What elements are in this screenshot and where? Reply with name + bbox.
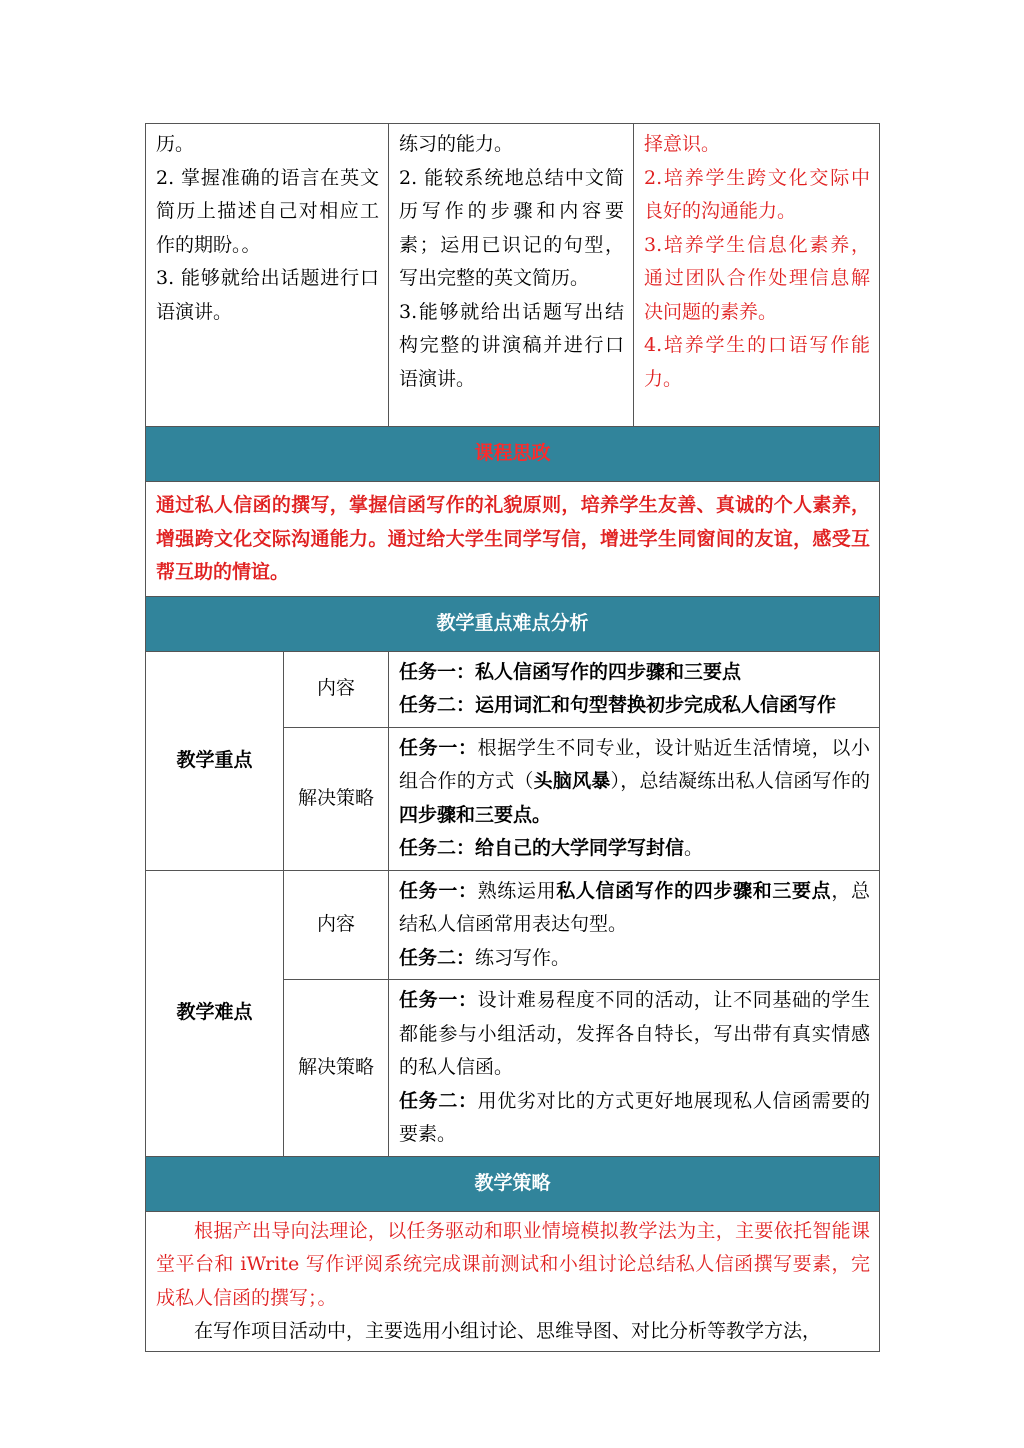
key-content-task-2: 任务二：运用词汇和句型替换初步完成私人信函写作 (399, 694, 837, 716)
strategy-header-row (146, 1156, 880, 1211)
key-strategy-task-1: 任务一：根据学生不同专业，设计贴近生活情境，以小组合作的方式（头脑风暴），总结凝练出私人信函写作的四步骤和三要点。 (399, 736, 870, 826)
knowledge-line-1: 历。 (156, 133, 195, 155)
key-content-row (146, 651, 880, 727)
strategy-paragraph-1: 根据产出导向法理论，以任务驱动和职业情境模拟教学法为主，主要依托智能课堂平台和 iWrite 写作评阅系统完成课前测试和小组讨论总结私人信函撰写要素，完成私人信函的撰写；。 (156, 1219, 871, 1309)
difficulty-label: 教学难点 (146, 870, 284, 1156)
objectives-row (146, 124, 880, 427)
key-strategy-task-2: 任务二：给自己的大学同学写封信。 (399, 837, 704, 859)
ideology-text-row (146, 482, 880, 597)
knowledge-objectives-cell (146, 124, 389, 427)
knowledge-line-3: 3. 能够就给出话题进行口语演讲。 (156, 267, 380, 323)
strategy-text-row (146, 1211, 880, 1351)
strategy-header: 教学策略 (146, 1156, 880, 1211)
ability-line-2: 2. 能较系统地总结中文简历写作的步骤和内容要素；运用已识记的句型，写出完整的英文简历。 (399, 166, 625, 289)
ideology-header: 课程思政 (146, 427, 880, 482)
ability-objectives-cell (389, 124, 634, 427)
quality-objectives-cell (634, 124, 880, 427)
key-points-label: 教学重点 (146, 651, 284, 870)
difficulty-content-task-1: 任务一：熟练运用私人信函写作的四步骤和三要点，总结私人信函常用表达句型。 (399, 879, 870, 935)
key-strategy-label: 解决策略 (284, 727, 389, 870)
quality-line-2: 2.培养学生跨文化交际中良好的沟通能力。 (644, 166, 871, 222)
analysis-header-row (146, 596, 880, 651)
knowledge-line-2: 2. 掌握准确的语言在英文简历上描述自己对相应工作的期盼。。 (156, 166, 380, 256)
key-content-label: 内容 (284, 651, 389, 727)
lesson-plan-table (145, 123, 880, 1352)
strategy-paragraph-2: 在写作项目活动中，主要选用小组讨论、思维导图、对比分析等教学方法， (194, 1320, 822, 1342)
difficulty-content-task-2: 任务二：练习写作。 (399, 946, 571, 969)
difficulty-content-label: 内容 (284, 870, 389, 980)
key-content-task-1: 任务一：私人信函写作的四步骤和三要点 (399, 660, 742, 683)
analysis-header: 教学重点难点分析 (146, 596, 880, 651)
difficulty-content-row (146, 870, 880, 980)
ideology-text: 通过私人信函的撰写，掌握信函写作的礼貌原则，培养学生友善、真诚的个人素养，增强跨文化交际沟通能力。通过给大学生同学写信，增进学生同窗间的友谊，感受互帮互助的情谊。 (156, 494, 871, 583)
difficulty-strategy-task-2: 任务二：用优劣对比的方式更好地展现私人信函需要的要素。 (399, 1089, 870, 1145)
quality-line-4: 4.培养学生的口语写作能力。 (644, 334, 871, 390)
quality-line-1: 择意识。 (644, 133, 721, 155)
difficulty-strategy-label: 解决策略 (284, 980, 389, 1157)
ideology-header-row (146, 427, 880, 482)
ability-line-1: 练习的能力。 (399, 133, 514, 155)
difficulty-strategy-task-1: 任务一：设计难易程度不同的活动，让不同基础的学生都能参与小组活动，发挥各自特长，写出带有真实情感的私人信函。 (399, 989, 871, 1078)
quality-line-3: 3.培养学生信息化素养，通过团队合作处理信息解决问题的素养。 (644, 233, 871, 323)
ability-line-3: 3.能够就给出话题写出结构完整的讲演稿并进行口语演讲。 (399, 300, 625, 390)
